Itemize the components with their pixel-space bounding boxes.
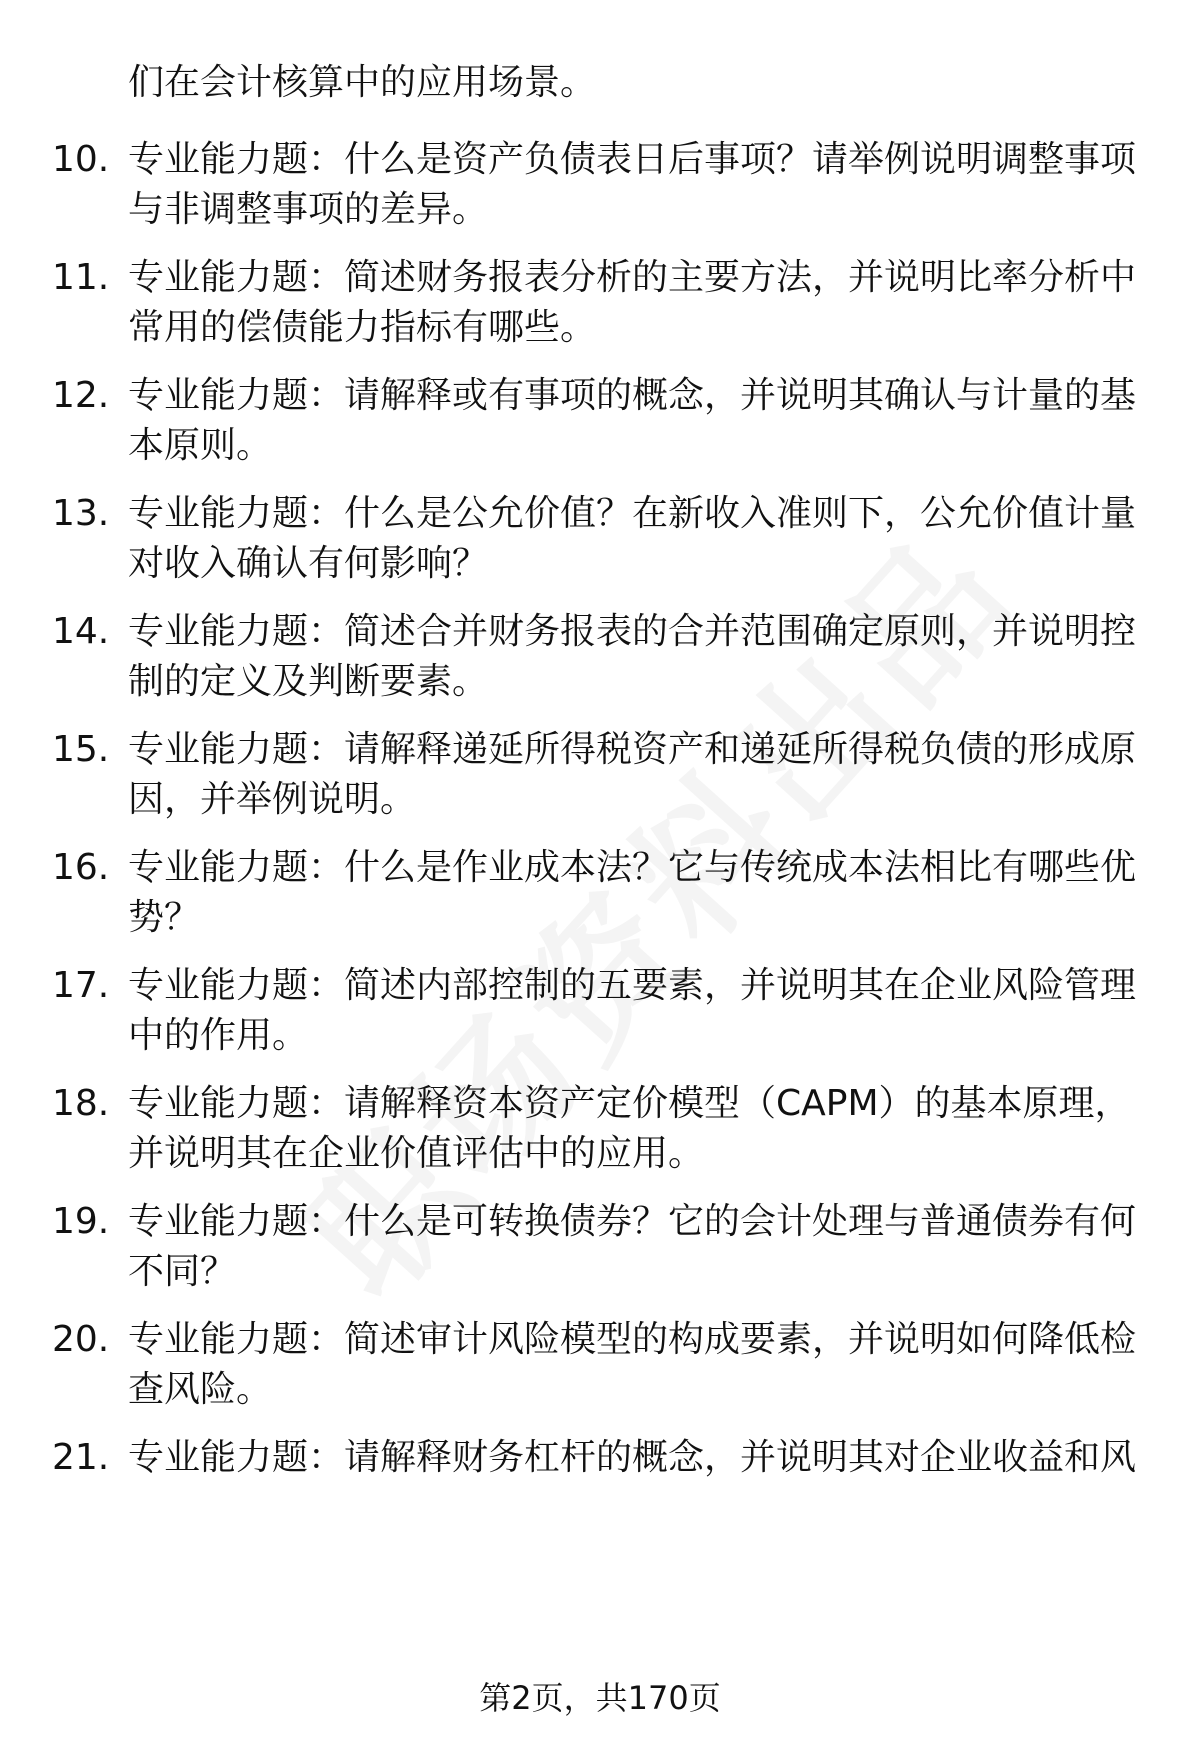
- item-text: 专业能力题：简述合并财务报表的合并范围确定原则，并说明控制的定义及判断要素。: [128, 611, 1137, 702]
- item-text: 专业能力题：简述财务报表分析的主要方法，并说明比率分析中常用的偿债能力指标有哪些。: [128, 257, 1137, 348]
- item-text: 专业能力题：请解释或有事项的概念，并说明其确认与计量的基本原则。: [128, 375, 1137, 466]
- item-number: 10.: [52, 139, 110, 180]
- item-number: 13.: [52, 493, 110, 534]
- item-number: 15.: [52, 729, 110, 770]
- item-text: 专业能力题：什么是可转换债券？它的会计处理与普通债券有何不同？: [128, 1201, 1137, 1292]
- item-text: 专业能力题：什么是资产负债表日后事项？请举例说明调整事项与非调整事项的差异。: [128, 139, 1137, 230]
- item-number: 14.: [52, 611, 110, 652]
- item-number: 11.: [52, 257, 110, 298]
- item-text: 专业能力题：请解释递延所得税资产和递延所得税负债的形成原因，并举例说明。: [128, 729, 1137, 820]
- item-number: 18.: [52, 1083, 110, 1124]
- item-text: 专业能力题：什么是公允价值？在新收入准则下，公允价值计量对收入确认有何影响？: [128, 493, 1137, 584]
- item-text: 专业能力题：什么是作业成本法？它与传统成本法相比有哪些优势？: [128, 847, 1137, 938]
- item-text: 专业能力题：请解释资本资产定价模型（CAPM）的基本原理，并说明其在企业价值评估中的应用。: [128, 1083, 1131, 1174]
- item-number: 17.: [52, 965, 110, 1006]
- page-footer: 第2页，共170页: [479, 1679, 721, 1717]
- item-number: 20.: [52, 1319, 110, 1360]
- item-number: 16.: [52, 847, 110, 888]
- item-text: 专业能力题：请解释财务杠杆的概念，并说明其对企业收益和风: [128, 1437, 1137, 1478]
- item-number: 12.: [52, 375, 110, 416]
- item-number: 21.: [52, 1437, 110, 1478]
- continuation-text: 们在会计核算中的应用场景。: [128, 62, 597, 103]
- item-text: 专业能力题：简述审计风险模型的构成要素，并说明如何降低检查风险。: [128, 1319, 1137, 1410]
- item-number: 19.: [52, 1201, 110, 1242]
- item-text: 专业能力题：简述内部控制的五要素，并说明其在企业风险管理中的作用。: [128, 965, 1137, 1056]
